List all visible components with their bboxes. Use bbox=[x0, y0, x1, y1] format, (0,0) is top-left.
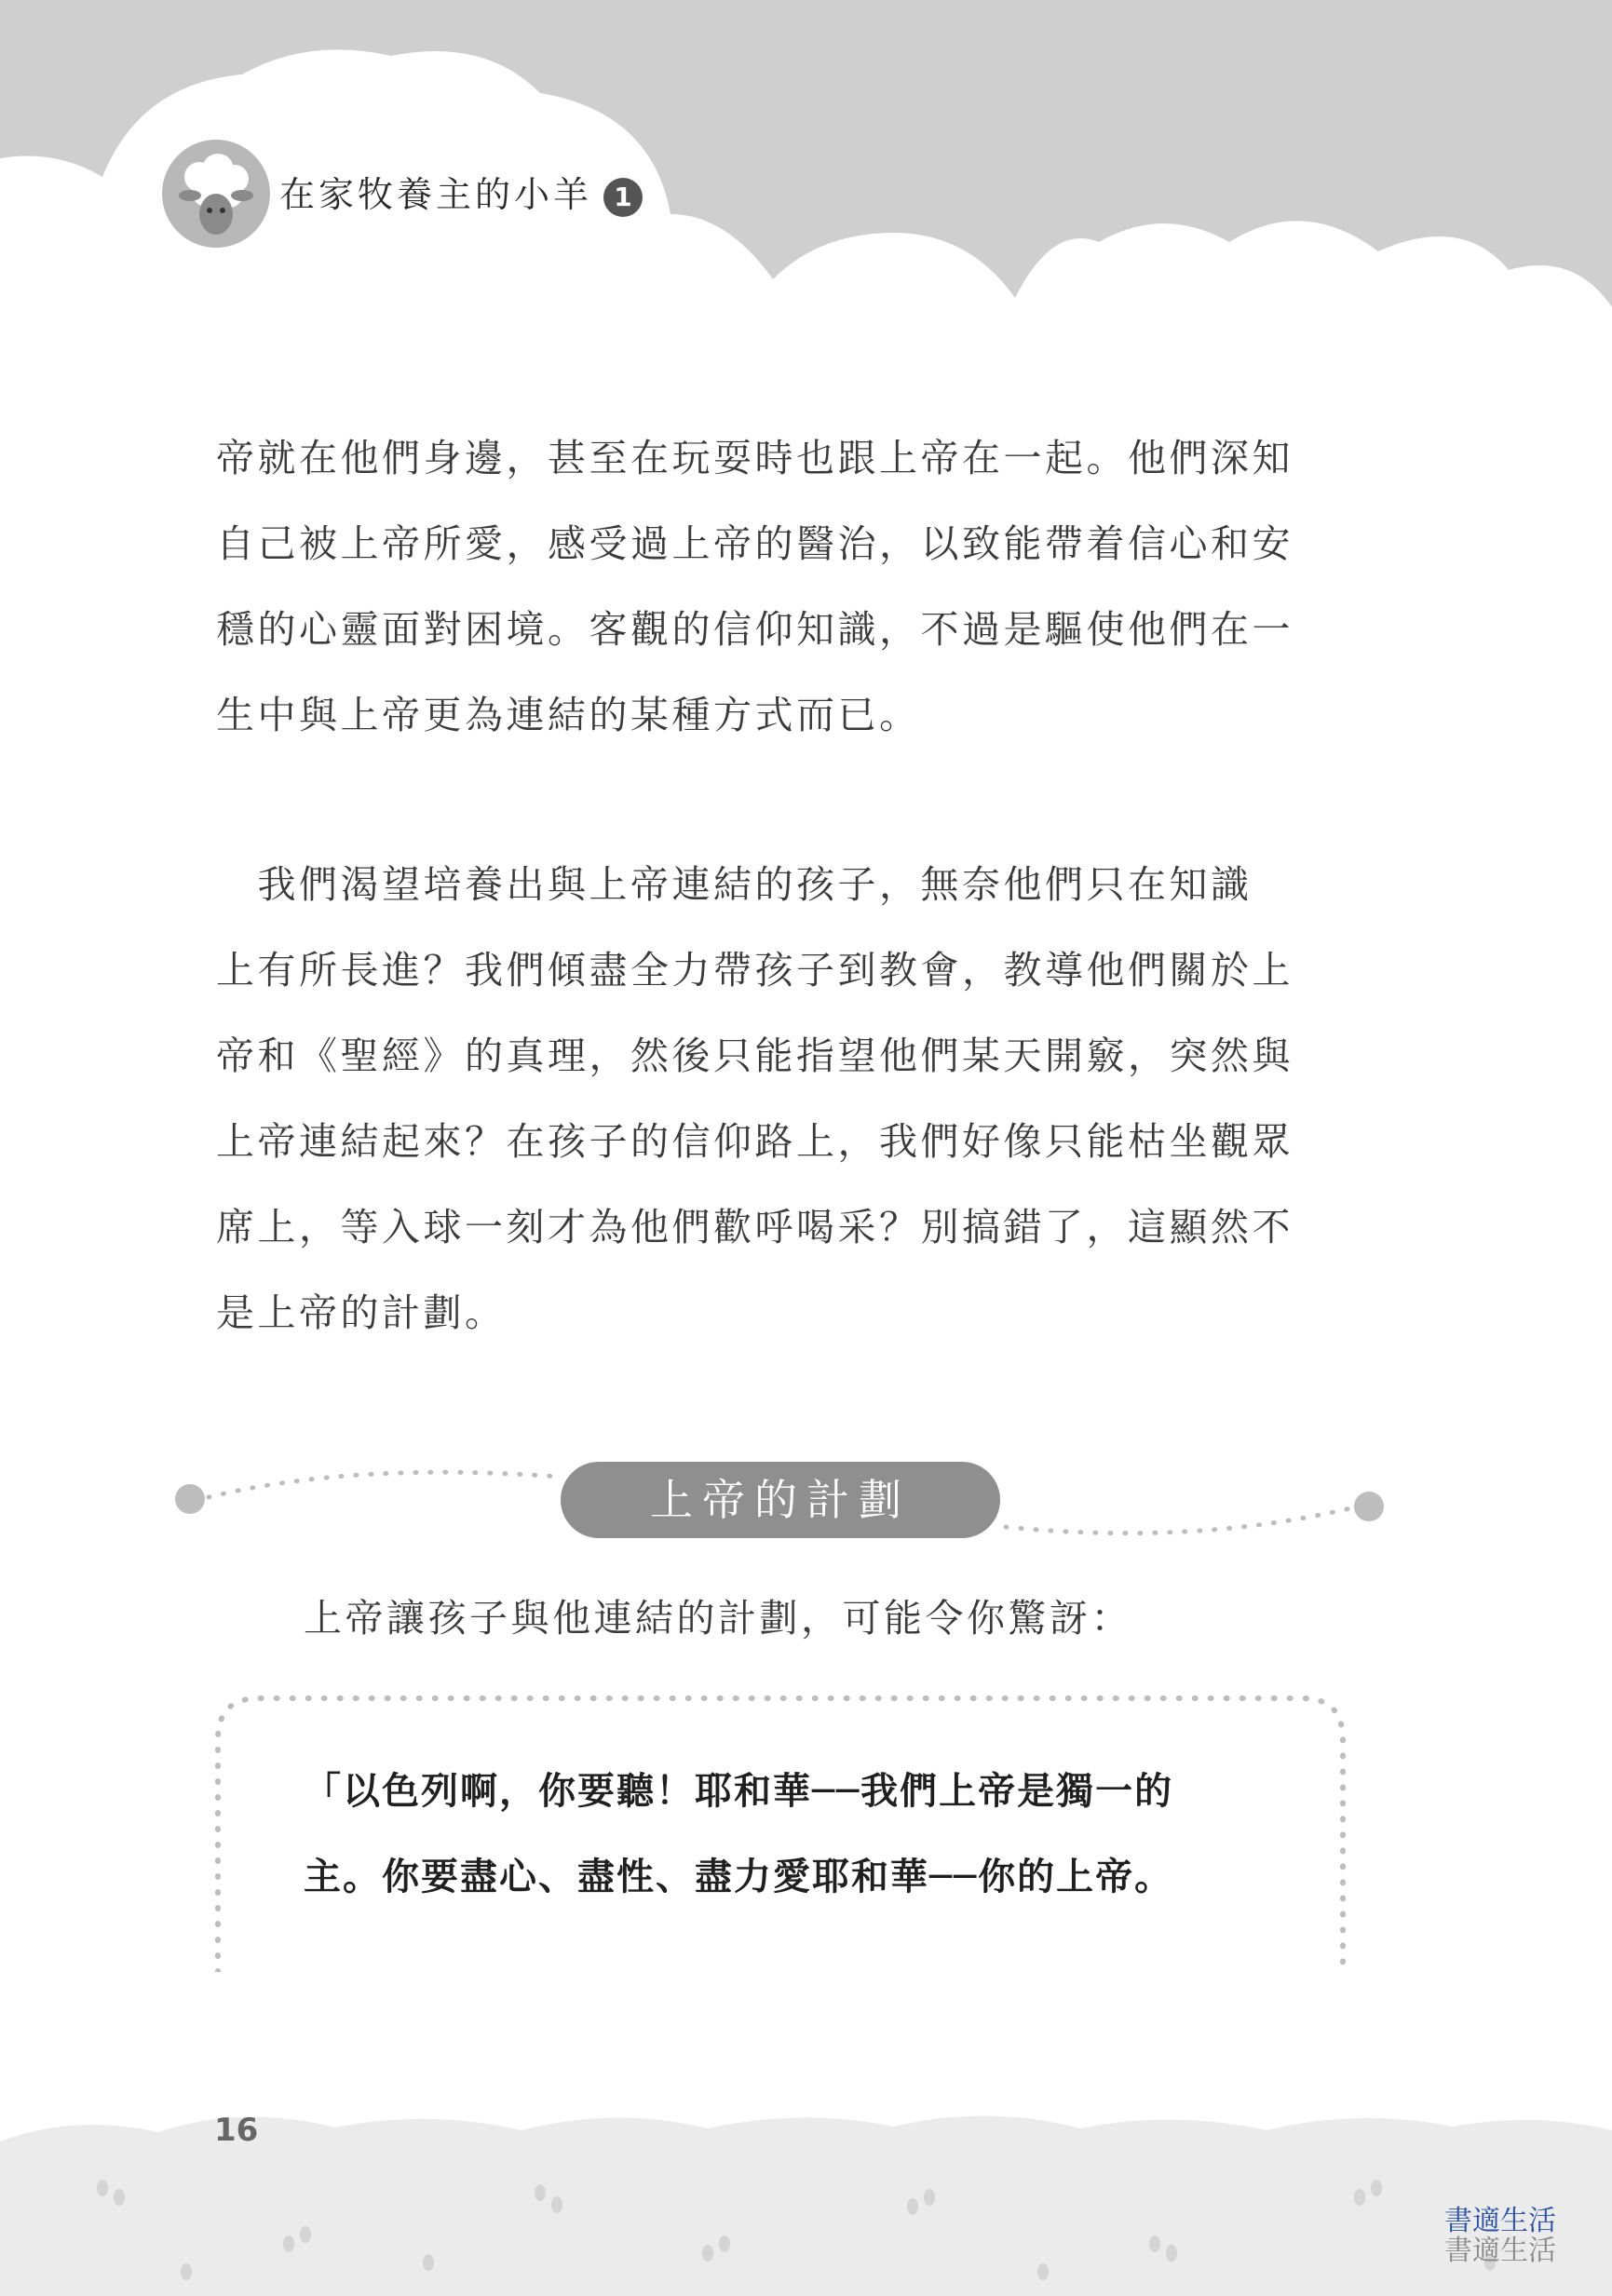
sheep-logo-icon bbox=[160, 138, 272, 250]
quote-line: 「以色列啊，你要聽！耶和華──我們上帝是獨一的 bbox=[304, 1770, 1174, 1813]
paragraph-line: 穩的心靈面對困境。客觀的信仰知識，不過是驅使他們在一 bbox=[216, 607, 1294, 652]
watermark-secondary: 書適生活 bbox=[1444, 2235, 1556, 2267]
paragraph-line: 帝就在他們身邊，甚至在玩耍時也跟上帝在一起。他們深知 bbox=[216, 436, 1294, 480]
paragraph-line: 席上，等入球一刻才為他們歡呼喝采？別搞錯了，這顯然不 bbox=[216, 1205, 1294, 1249]
publisher-watermark bbox=[1444, 2207, 1556, 2266]
body-paragraph-1 bbox=[216, 415, 1350, 758]
page-number: 16 bbox=[214, 2112, 259, 2149]
scripture-quote bbox=[304, 1749, 1328, 1920]
watermark-primary: 書適生活 bbox=[1444, 2205, 1556, 2237]
paragraph-line: 我們渴望培養出與上帝連結的孩子，無奈他們只在知識 bbox=[216, 862, 1253, 907]
book-title bbox=[279, 166, 643, 217]
section-heading: 上帝的計劃 bbox=[561, 1462, 1000, 1538]
section-intro: 上帝讓孩子與他連結的計劃，可能令你驚訝： bbox=[304, 1596, 1132, 1641]
paragraph-line: 上帝連結起來？在孩子的信仰路上，我們好像只能枯坐觀眾 bbox=[216, 1119, 1294, 1164]
paragraph-line: 自己被上帝所愛，感受過上帝的醫治，以致能帶着信心和安 bbox=[216, 521, 1294, 566]
paragraph-line: 帝和《聖經》的真理，然後只能指望他們某天開竅，突然與 bbox=[216, 1033, 1294, 1078]
quote-line: 主。你要盡心、盡性、盡力愛耶和華──你的上帝。 bbox=[304, 1856, 1174, 1898]
paragraph-line: 生中與上帝更為連結的某種方式而已。 bbox=[216, 693, 921, 737]
paragraph-line: 上有所長進？我們傾盡全力帶孩子到教會，教導他們關於上 bbox=[216, 948, 1294, 993]
volume-badge: 1 bbox=[603, 178, 643, 217]
body-paragraph-2 bbox=[216, 842, 1350, 1356]
book-title-text: 在家牧養主的小羊 bbox=[279, 174, 593, 215]
paragraph-line: 是上帝的計劃。 bbox=[216, 1290, 507, 1335]
